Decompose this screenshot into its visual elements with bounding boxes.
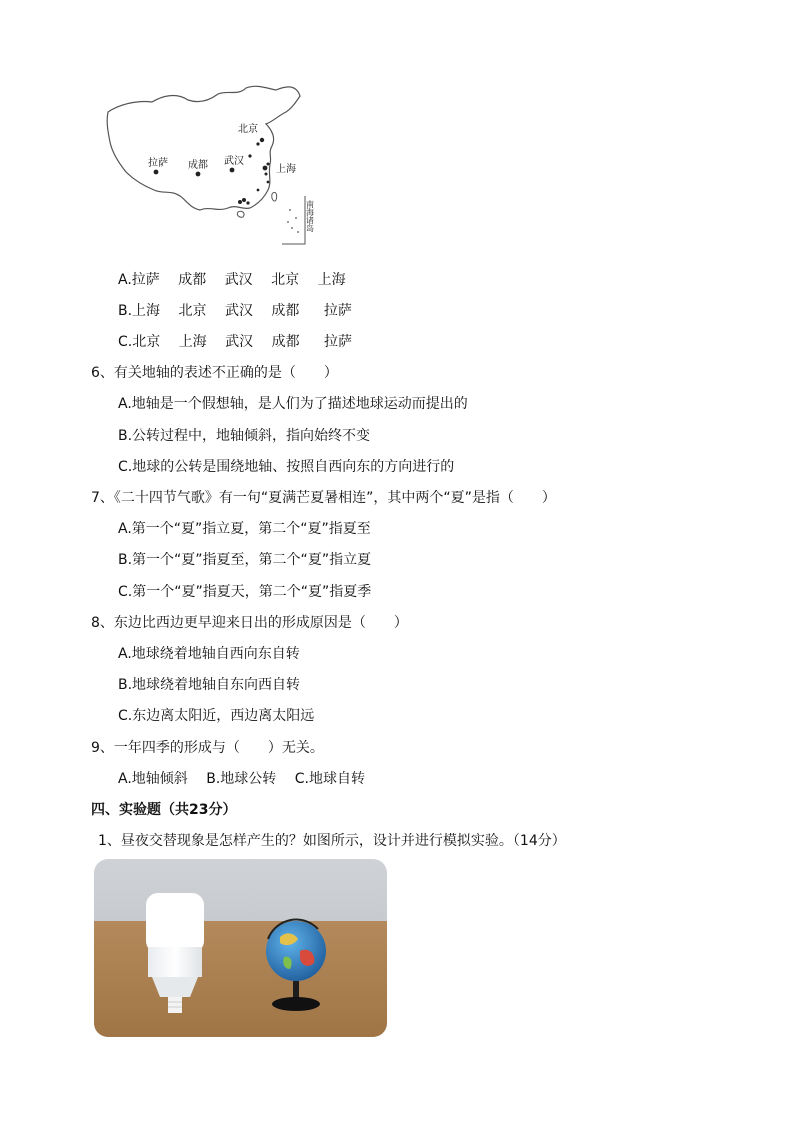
q6-stem: 6、有关地轴的表述不正确的是（ ） (91, 365, 338, 381)
south-china-sea-inset (282, 196, 305, 244)
q7-option-b: B.第一个“夏”指夏至，第二个“夏”指立夏 (118, 552, 372, 568)
china-map-figure (100, 82, 325, 250)
option-item: 拉萨 (323, 303, 352, 319)
inset-label: 南海诸岛 (305, 200, 315, 232)
q9-options (118, 770, 365, 788)
q9-option-a: A.地轴倾斜 (118, 771, 188, 787)
city-label-lhasa: 拉萨 (148, 158, 168, 169)
q6-option-b: B.公转过程中，地轴倾斜，指向始终不变 (118, 428, 371, 444)
option-item: 武汉 (224, 303, 253, 319)
option-item: 成都 (271, 303, 300, 319)
q9-stem: 9、一年四季的形成与（ ）无关。 (91, 740, 324, 756)
city-label-shanghai: 上海 (276, 164, 296, 175)
option-item: 武汉 (224, 272, 253, 288)
city-label-beijing: 北京 (238, 124, 258, 135)
china-outline (107, 86, 300, 210)
option-item: 北京 (271, 272, 300, 288)
q8-option-c: C.东边离太阳近，西边离太阳远 (118, 708, 315, 724)
city-dots (154, 138, 270, 205)
experiment-question-1: 1、昼夜交替现象是怎样产生的？如图所示，设计并进行模拟实验。（14分） (98, 833, 566, 849)
q7-option-a: A.第一个“夏”指立夏，第二个“夏”指夏至 (118, 521, 371, 537)
option-item: A.拉萨 (118, 272, 160, 288)
q8-option-b: B.地球绕着地轴自东向西自转 (118, 677, 301, 693)
option-item: 成都 (271, 334, 300, 350)
q8-stem: 8、东边比西边更早迎来日出的形成原因是（ ） (91, 615, 408, 631)
option-item: 北京 (178, 303, 207, 319)
section-title: 四、实验题（共23分） (91, 802, 237, 818)
option-item: 武汉 (225, 334, 254, 350)
option-item: 拉萨 (324, 334, 353, 350)
option-item: C.北京 (118, 334, 161, 350)
q9-option-c: C.地球自转 (294, 771, 365, 787)
lamp-and-globe-photo (94, 859, 387, 1037)
option-item: B.上海 (118, 303, 161, 319)
option-item: 成都 (178, 272, 207, 288)
option-item: 上海 (317, 272, 346, 288)
q5-option-b (118, 302, 352, 320)
q6-option-a: A.地轴是一个假想轴，是人们为了描述地球运动而提出的 (118, 396, 468, 412)
q9-option-b: B.地球公转 (206, 771, 277, 787)
city-label-wuhan: 武汉 (224, 156, 244, 167)
q5-option-c (118, 333, 352, 351)
q5-option-a (118, 271, 346, 289)
q7-stem: 7、《二十四节气歌》有一句“夏满芒夏暑相连”，其中两个“夏”是指（ ） (91, 490, 556, 506)
city-label-chengdu: 成都 (188, 160, 208, 171)
taiwan-outline (272, 192, 277, 201)
option-item: 上海 (178, 334, 207, 350)
hainan-outline (237, 211, 244, 217)
q7-option-c: C.第一个“夏”指夏天，第二个“夏”指夏季 (118, 584, 372, 600)
q6-option-c: C.地球的公转是围绕地轴、按照自西向东的方向进行的 (118, 459, 455, 475)
q8-option-a: A.地球绕着地轴自西向东自转 (118, 646, 300, 662)
